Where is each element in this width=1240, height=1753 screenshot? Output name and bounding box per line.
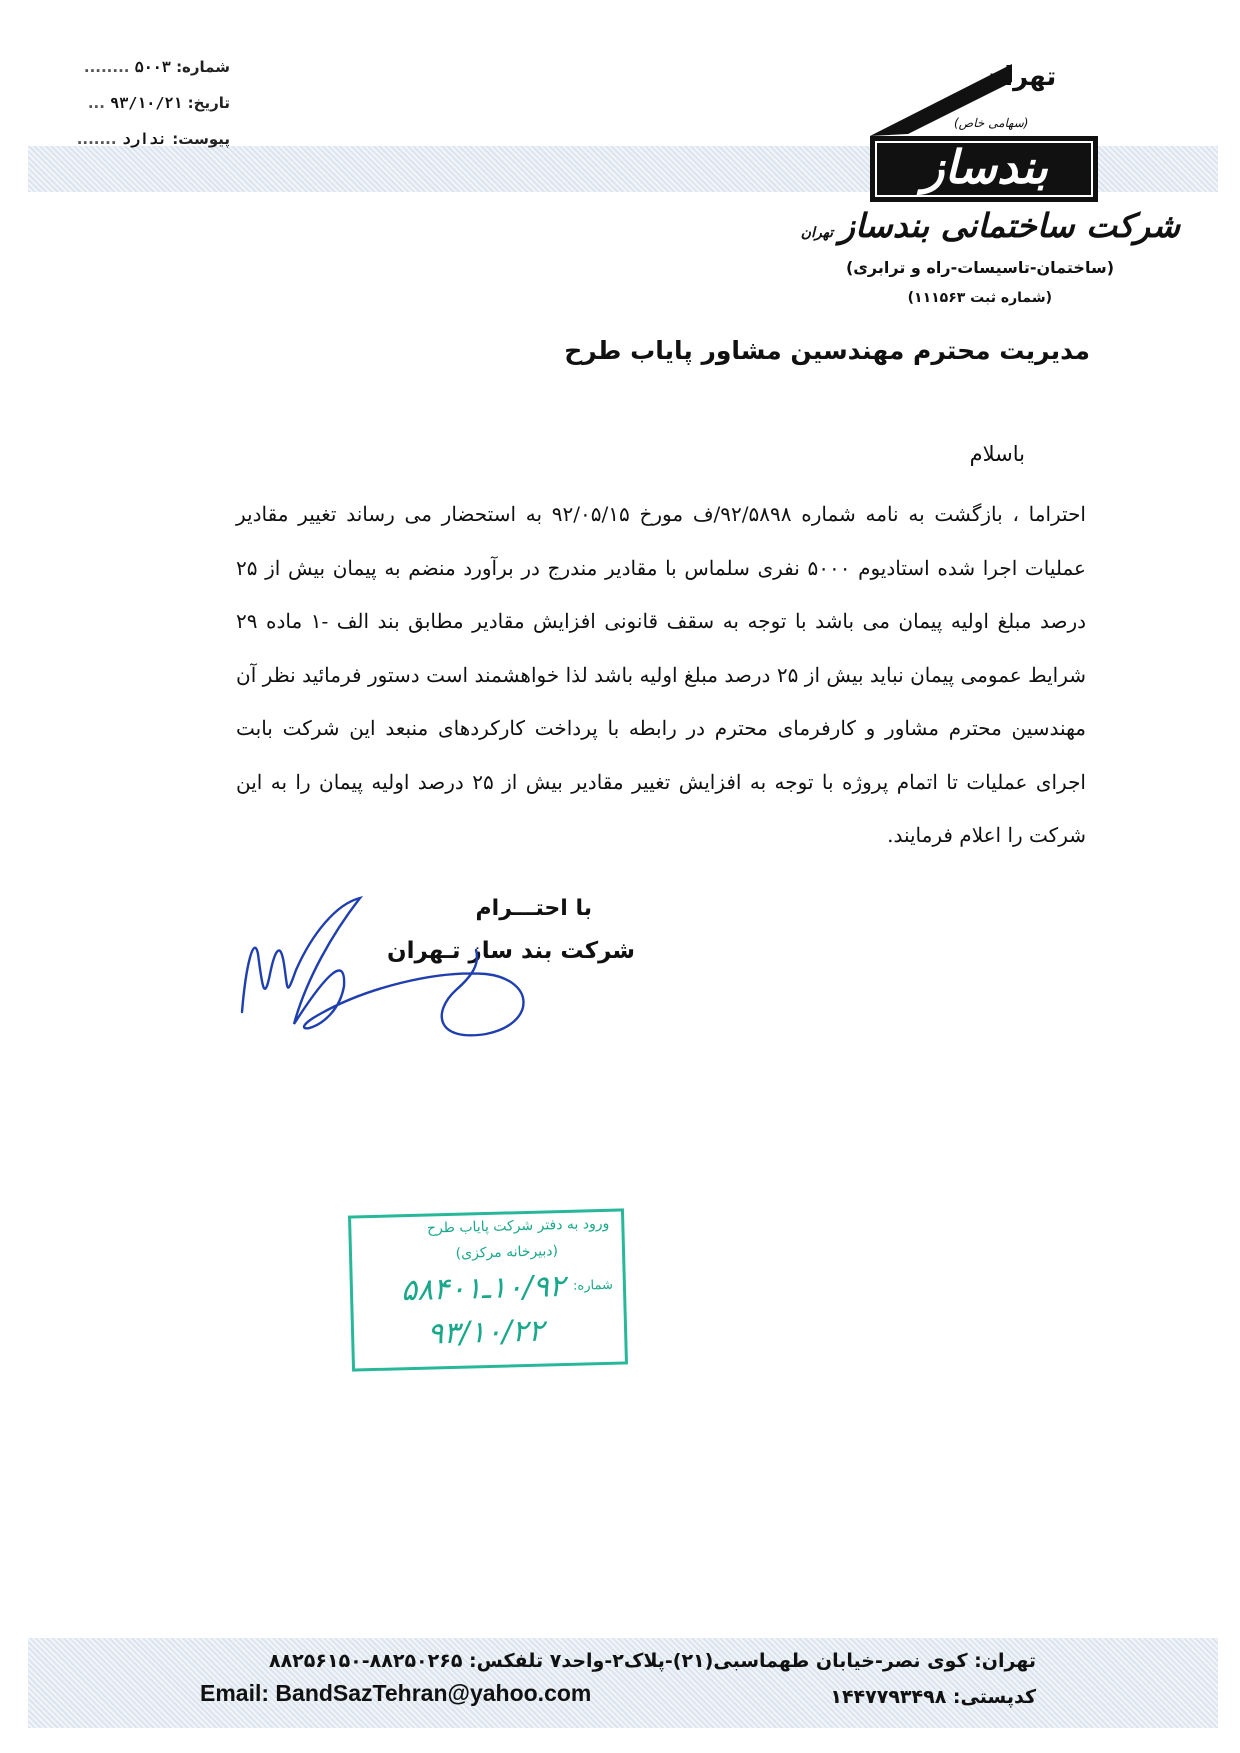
logo-city: تهران [982,62,1057,92]
signature-icon [236,894,576,1042]
logo-name: بندساز [922,140,1048,194]
letter-attachment-label: پیوست: [172,130,230,148]
receipt-stamp [348,1208,628,1371]
footer-address: تهران: کوی نصر-خیابان طهماسبی(۲۱)-پلاک۲-واحد۷ تلفکس: ۸۸۲۵۰۲۶۵-۸۸۲۵۶۱۵۰ [268,1650,1036,1672]
company-name-suffix: تهران [800,225,834,241]
company-registration: (شماره ثبت ۱۱۱۵۶۳) [907,290,1052,306]
footer-email: Email: BandSazTehran@yahoo.com [200,1680,592,1706]
letter-greeting: باسلام [969,442,1025,466]
company-activities: (ساختمان-تاسیسات-راه و ترابری) [845,258,1114,277]
letter-attachment-dots: ....... [76,130,117,148]
letter-number [84,58,230,76]
letter-number-label: شماره: [176,58,230,76]
footer-postcode: کدپستی: ۱۴۴۷۷۹۳۴۹۸ [830,1686,1036,1708]
letter-recipient: مدیریت محترم مهندسین مشاور پایاب طرح [564,336,1090,365]
letter-closing: با احتـــرام [475,896,592,921]
stamp-title: ورود به دفتر شرکت پایاب طرح [426,1215,610,1237]
letter-date-dots: ... [87,94,105,112]
stamp-office: (دبیرخانه مرکزی) [455,1243,559,1262]
stamp-number-label: شماره: [572,1277,614,1294]
letter-attachment-value: ندارد [121,130,167,148]
letter-signatory: شرکت بند ساز تـهران [387,938,635,964]
signature-drawing [236,894,576,1042]
company-name [801,206,1180,245]
letter-date-value: ۹۳/۱۰/۲۱ [110,94,183,112]
letter-number-value: ۵۰۰۳ [134,58,171,76]
logo-private-note: (سهامی خاص) [954,116,1029,130]
letter-body: احتراما ، بازگشت به نامه شماره ۹۲/۵۸۹۸/ف مورخ ۹۲/۰۵/۱۵ به استحضار می رساند تغییر مقادیر عملیات اجرا شده استادیوم ۵۰۰۰ نفری سلماس با مقادیر مندرج در برآورد منضم به پیمان بیش از ۲۵ درصد مبلغ اولیه پیمان می باشد با توجه به سقف قانونی افزایش مقادیر مطابق بند الف -۱ ماده ۲۹ شرایط عمومی پیمان نباید بیش از ۲۵ درصد مبلغ اولیه باشد لذا خواهشمند است دستور فرمائید نظر آن مهندسین محترم مشاور و کارفرمای محترم در رابطه با پرداخت کارکردهای منبعد این شرکت بابت اجرای عملیات تا اتمام پروژه با توجه به افزایش تغییر مقادیر بیش از ۲۵ درصد اولیه پیمان را به این شرکت را اعلام فرمایند. [236,502,1087,847]
company-name-text: شرکت ساختمانی بندساز [839,206,1180,245]
letter-number-dots: ........ [83,58,130,76]
stamp-date: ۹۳/۱۰/۲۲ [426,1313,545,1352]
letter-date-label: تاریخ: [187,94,230,112]
letter-attachment [77,130,230,148]
letter-date [88,94,230,112]
company-logo [862,56,1106,206]
stamp-number: ۱۰/۹۲ـ۵۸۴۰۱ [400,1268,566,1309]
